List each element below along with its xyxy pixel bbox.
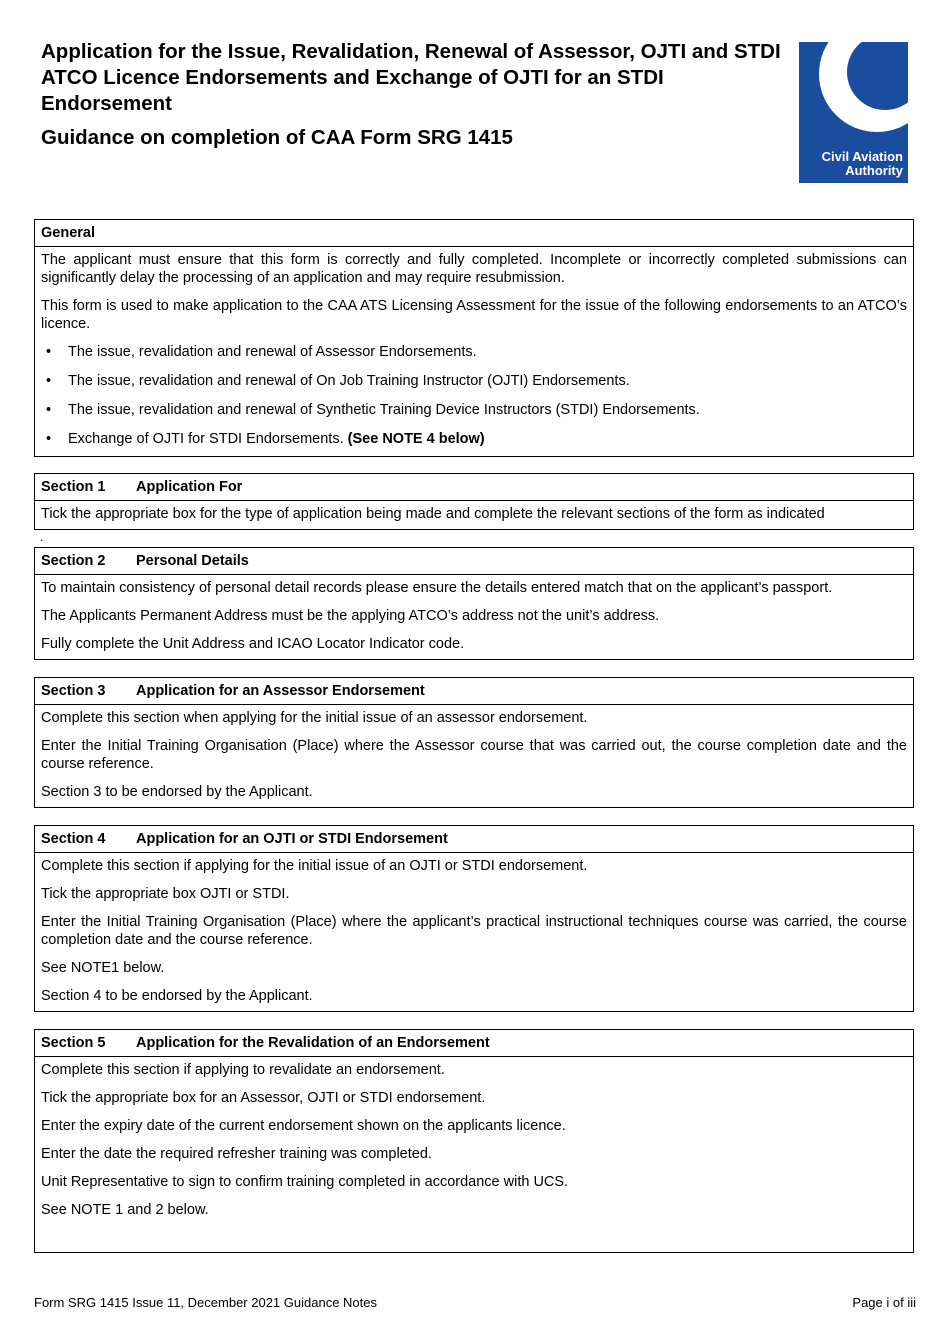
section-body [35,501,913,523]
general-paragraph: The applicant must ensure that this form is correctly and fully completed. Incomplete or incorrectly completed submissions can significantly delay the processing of an application and may require resubmission. [41,252,907,286]
list-item [41,430,907,448]
section-paragraph: Tick the appropriate box OJTI or STDI. [41,886,290,902]
list-item-text: The issue, revalidation and renewal of On Job Training Instructor (OJTI) Endorsements. [68,373,630,389]
bullet-symbol: • [46,402,52,418]
page-footer [34,1295,916,1310]
section-4 [34,825,914,1012]
caa-logo [799,42,908,183]
section-title: Application for an OJTI or STDI Endorsement [136,831,448,847]
section-3 [34,677,914,808]
section-paragraph: Complete this section if applying to revalidate an endorsement. [41,1062,445,1078]
section-title: Application for the Revalidation of an Endorsement [136,1035,490,1051]
section-number: Section 4 [41,831,106,847]
list-item [41,401,907,419]
section-paragraph: Section 3 to be endorsed by the Applicant. [41,784,313,800]
general-body [35,247,913,448]
bullet-symbol: • [46,344,52,360]
section-title: Application For [136,479,243,495]
section-number: Section 2 [41,553,106,569]
section-body [35,1057,913,1219]
footer-page-number: Page i of iii [852,1295,916,1310]
endorsement-list [41,343,907,448]
section-5 [34,1029,914,1253]
section-paragraph: Tick the appropriate box for an Assessor, OJTI or STDI endorsement. [41,1090,486,1106]
section-paragraph: Complete this section if applying for the initial issue of an OJTI or STDI endorsement. [41,858,588,874]
section-title: Personal Details [136,553,249,569]
section-body [35,575,913,653]
section-paragraph: Complete this section when applying for the initial issue of an assessor endorsement. [41,710,588,726]
general-heading-text: General [41,225,95,241]
caa-logo-line1: Civil Aviation [821,149,903,164]
section-paragraph: The Applicants Permanent Address must be the applying ATCO’s address not the unit’s address. [41,608,660,624]
footer-form-reference: Form SRG 1415 Issue 11, December 2021 Guidance Notes [34,1295,377,1310]
section-body [35,853,913,1005]
section-heading [35,548,913,575]
list-item-text: Exchange of OJTI for STDI Endorsements. [68,431,344,447]
general-section [34,219,914,457]
document-subtitle: Guidance on completion of CAA Form SRG 1415 [41,126,513,149]
section-body [35,705,913,801]
document-header [41,39,781,151]
section-paragraph: Enter the Initial Training Organisation (Place) where the applicant’s practical instructional techniques course was carried, the course completion date and the course reference. [41,914,907,948]
list-item [41,372,907,390]
section-number: Section 3 [41,683,106,699]
list-item-text: The issue, revalidation and renewal of Synthetic Training Device Instructors (STDI) Endorsements. [68,402,700,418]
section-title: Application for an Assessor Endorsement [136,683,425,699]
section-paragraph: Tick the appropriate box for the type of application being made and complete the relevant sections of the form as indicated [41,506,825,522]
section-heading [35,1030,913,1057]
section-paragraph: To maintain consistency of personal detail records please ensure the details entered match that on the applicant’s passport. [41,580,833,596]
section-number: Section 5 [41,1035,106,1051]
section-paragraph: Enter the date the required refresher training was completed. [41,1146,432,1162]
bullet-symbol: • [46,373,52,389]
section-heading [35,474,913,501]
caa-logo-text [822,150,903,178]
section-paragraph: Enter the Initial Training Organisation (Place) where the Assessor course that was carried out, the course completion date and the course reference. [41,738,907,772]
section-heading [35,678,913,705]
general-paragraph: This form is used to make application to the CAA ATS Licensing Assessment for the issue of the following endorsements to an ATCO’s licence. [41,298,907,332]
stray-mark: . [40,530,44,544]
document-title: Application for the Issue, Revalidation, Renewal of Assessor, OJTI and STDI ATCO Licence Endorsements and Exchange of OJTI for an STDI Endorsement [41,40,781,115]
bullet-symbol: • [46,431,52,447]
caa-logo-line2: Authority [845,163,903,178]
list-item [41,343,907,361]
section-paragraph: Section 4 to be endorsed by the Applicant. [41,988,313,1004]
section-paragraph: Enter the expiry date of the current endorsement shown on the applicants licence. [41,1118,566,1134]
general-heading [35,220,913,247]
section-1 [34,473,914,530]
section-number: Section 1 [41,479,106,495]
section-paragraph: See NOTE1 below. [41,960,165,976]
list-item-text: The issue, revalidation and renewal of Assessor Endorsements. [68,344,477,360]
see-note-4: (See NOTE 4 below) [347,431,485,447]
section-paragraph: See NOTE 1 and 2 below. [41,1202,209,1218]
section-paragraph: Unit Representative to sign to confirm training completed in accordance with UCS. [41,1174,569,1190]
section-paragraph: Fully complete the Unit Address and ICAO Locator Indicator code. [41,636,465,652]
section-heading [35,826,913,853]
section-2 [34,547,914,660]
